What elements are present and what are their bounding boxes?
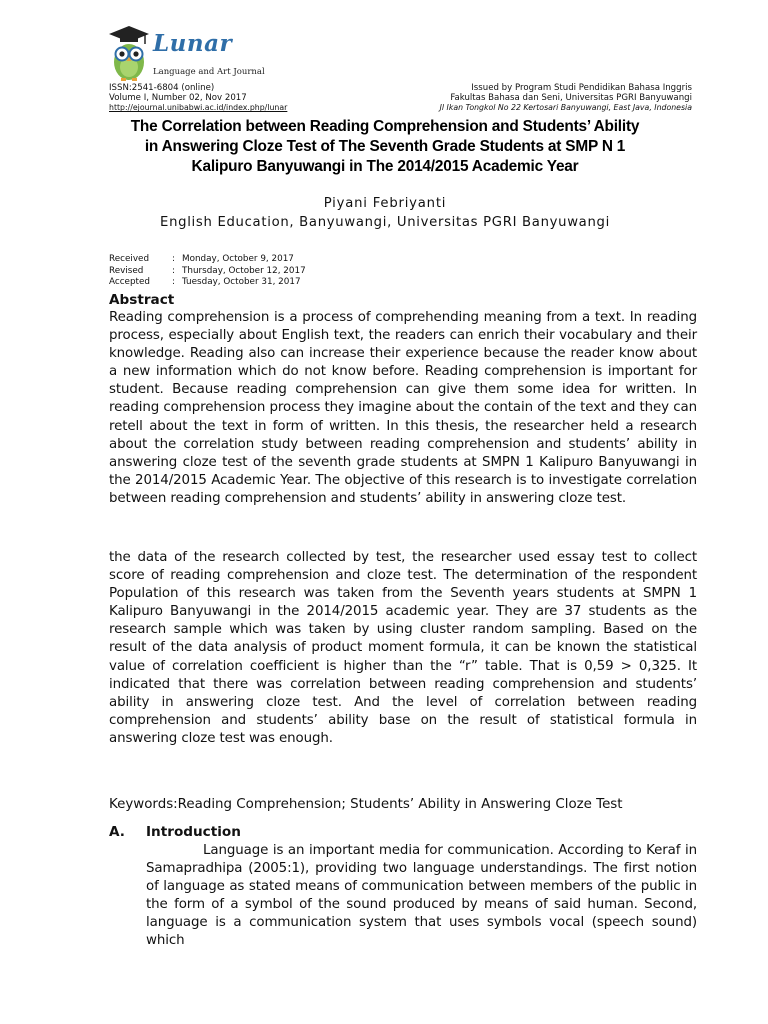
address: Jl Ikan Tongkol No 22 Kertosari Banyuwangi, East Java, Indonesia [439,103,692,113]
title-line-1: The Correlation between Reading Comprehension and Students’ Ability [130,118,640,135]
date-row-revised: Revised : Thursday, October 12, 2017 [109,265,306,276]
author-name: Piyani Febriyanti [323,196,447,211]
journal-url-link[interactable]: http://ejournal.unibabwi.ac.id/index.php/lunar [109,103,288,113]
owl-logo-icon [107,24,151,82]
logo-name: Lunar [153,30,233,57]
keywords: Keywords:Reading Comprehension; Students’ Ability in Answering Cloze Test [109,797,623,812]
volume: Volume I, Number 02, Nov 2017 [109,93,247,104]
abstract-heading: Abstract [109,292,175,308]
section-number: A. [109,824,125,840]
date-value: Tuesday, October 31, 2017 [182,277,301,287]
date-label: Revised [109,265,144,276]
date-label: Received [109,254,150,264]
logo-subtitle: Language and Art Journal [153,67,265,77]
author-affiliation: English Education, Banyuwangi, Universitas PGRI Banyuwangi [160,215,610,230]
abstract-paragraph-2: the data of the research collected by test, the researcher used essay test to collect score of reading comprehension and cloze test. The determination of the respondent Population of this research was taken from the Seventh years students at SMPN 1 Kalipuro Banyuwangi in the 2014/2015 academic year. They are 37 students as the research sample which was taken by using cluster random sampling. Based on the result of the data analysis of product moment formula, it can be known the statistical value of correlation coefficient is higher than the “r” table. That is 0,59 > 0,325. It indicated that there was correlation between reading comprehension and students’ ability in answering cloze test. And the level of correlation between reading comprehension and students’ ability base on the result of statistical formula in answering cloze test was enough. [109,550,697,746]
title-line-3: Kalipuro Banyuwangi in The 2014/2015 Academic Year [191,158,579,175]
date-row-received: Received : Monday, October 9, 2017 [109,254,294,264]
introduction-heading: Introduction [146,824,241,840]
journal-meta-right [440,83,692,114]
journal-logo [107,24,307,82]
date-value: Thursday, October 12, 2017 [182,265,306,276]
issuer: Issued by Program Studi Pendidikan Bahasa Inggris [471,83,692,93]
paper-title [100,117,670,177]
date-value: Monday, October 9, 2017 [182,254,294,264]
issn: ISSN:2541-6804 (online) [109,83,215,93]
date-label: Accepted [109,277,150,287]
journal-meta-left [109,83,287,114]
introduction-paragraph: Language is an important media for communication. According to Keraf in Samapradhipa (2005:1), providing two language understandings. The first notion of language as stated means of communication between members of the public in the form of a symbol of the sound produced by means of said human. Second, language is a communication system that uses symbols vocal (speech sound) which [146,843,697,949]
faculty: Fakultas Bahasa dan Seni, Universitas PGRI Banyuwangi [450,93,692,104]
title-line-2: in Answering Cloze Test of The Seventh Grade Students at SMP N 1 [144,138,626,155]
abstract-paragraph-1: Reading comprehension is a process of comprehending meaning from a text. In reading process, especially about English text, the readers can enrich their vocabulary and their knowledge. Reading also can increase their experience because the reader know about a new information which do not know before. Reading comprehension is important for student. Because reading comprehension can give them some idea for written. In reading comprehension process they imagine about the contain of the text and they can retell about the text in form of written. In this thesis, the researcher held a research about the correlation study between reading comprehension and students’ ability in answering cloze test of the seventh grade students at SMPN 1 Kalipuro Banyuwangi in the 2014/2015 Academic Year. The objective of this research is to investigate correlation between reading comprehension and students’ ability in answering cloze test. [109,310,697,506]
submission-dates [109,254,306,289]
date-row-accepted: Accepted : Tuesday, October 31, 2017 [109,277,301,287]
